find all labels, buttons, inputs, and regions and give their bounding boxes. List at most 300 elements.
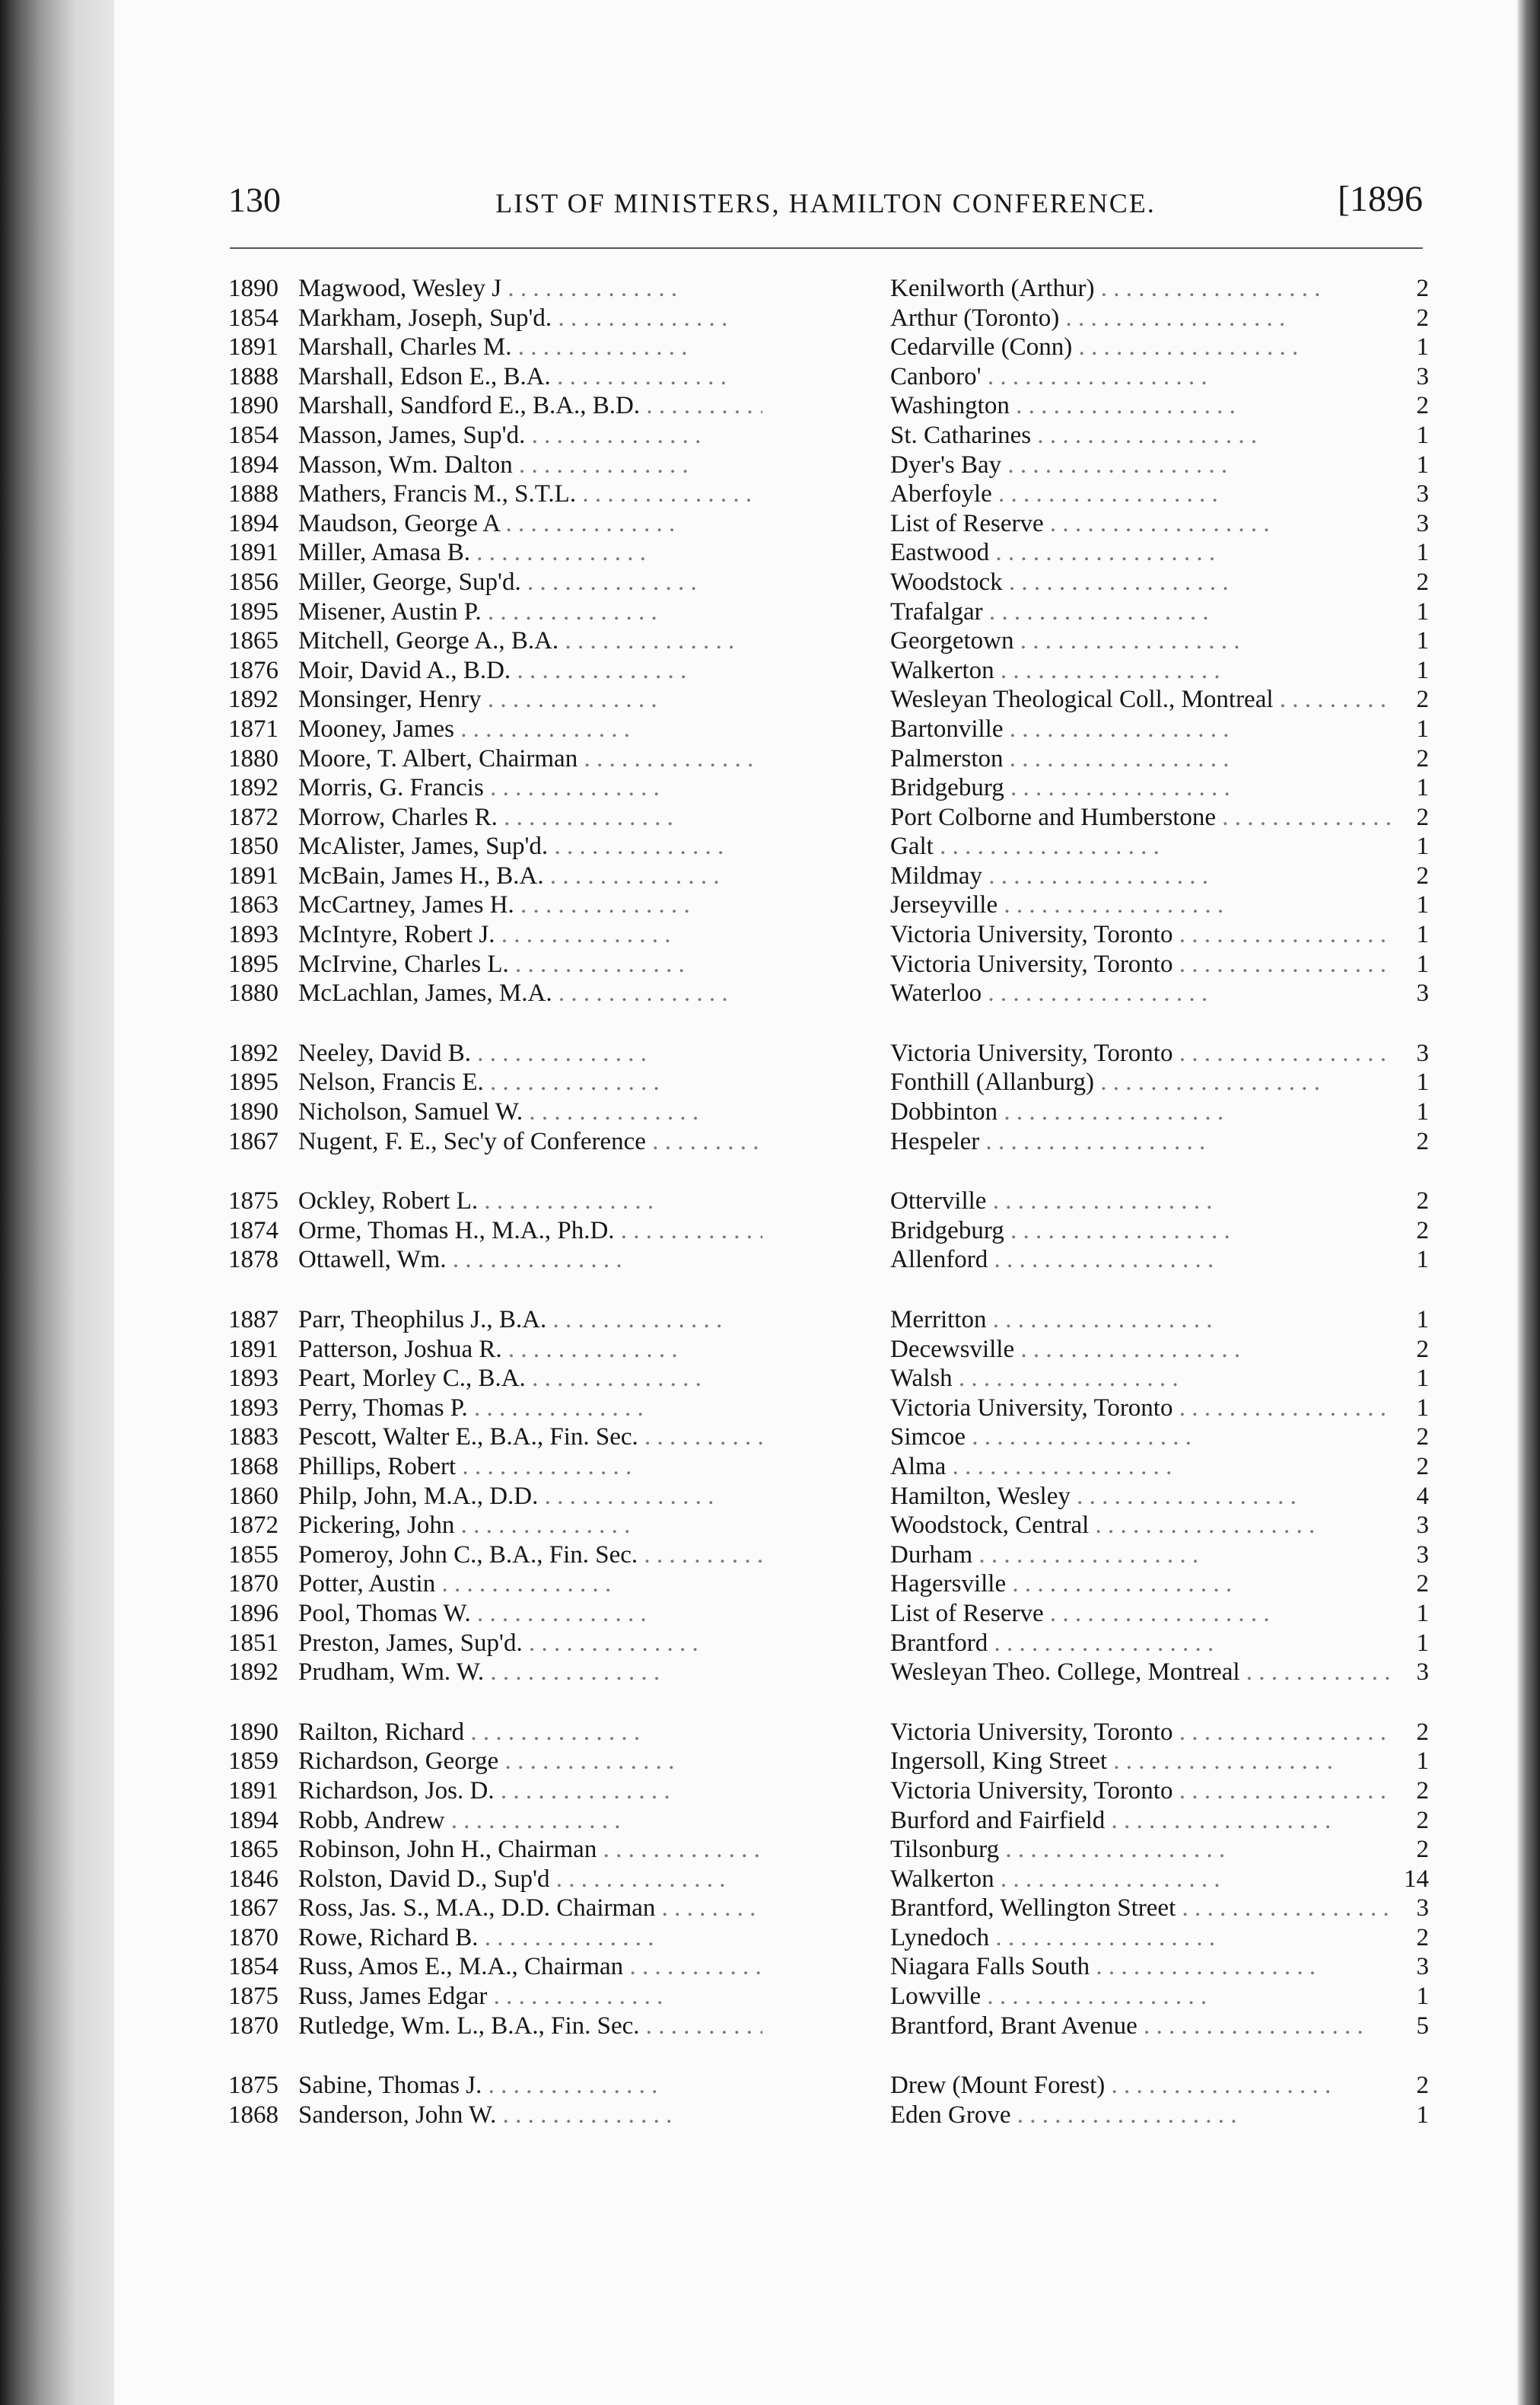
minister-name: Marshall, Sandford E., B.A., B.D. . .: [298, 391, 762, 420]
entry-year: 1875: [228, 1983, 278, 2011]
years-count: 1: [1416, 656, 1429, 684]
minister-row: [228, 1039, 1446, 1069]
entry-year: 1880: [228, 744, 278, 772]
entry-year: 1854: [228, 304, 278, 332]
minister-row: [228, 1394, 1446, 1423]
appointment: Mildmay . .: [890, 862, 1392, 890]
years-count: 2: [1416, 862, 1429, 890]
appointment: Ingersoll, King Street . .: [890, 1747, 1392, 1776]
minister-row: [228, 597, 1446, 627]
appointment: Lynedoch . .: [890, 1923, 1392, 1952]
minister-name: Markham, Joseph, Sup'd. . .: [298, 304, 762, 333]
entry-year: 1868: [228, 2101, 278, 2129]
minister-row: [228, 890, 1446, 920]
entry-year: 1868: [228, 1452, 278, 1480]
page-edge: [1517, 0, 1540, 2405]
appointment: Walkerton . .: [890, 1865, 1392, 1894]
entry-year: 1875: [228, 2072, 278, 2100]
minister-name: Rowe, Richard B. . .: [298, 1923, 762, 1952]
minister-row: [228, 1658, 1446, 1687]
appointment: Palmerston . .: [890, 744, 1392, 773]
ministers-list: [228, 274, 1446, 2129]
minister-row: [228, 333, 1446, 362]
years-count: 1: [1416, 627, 1429, 655]
appointment: Walsh . .: [890, 1364, 1392, 1393]
minister-row: [228, 1127, 1446, 1157]
minister-name: Magwood, Wesley J . .: [298, 274, 762, 303]
years-count: 3: [1416, 1658, 1429, 1687]
minister-row: [228, 1982, 1446, 2012]
minister-name: Masson, Wm. Dalton . .: [298, 451, 762, 479]
appointment: Hamilton, Wesley . .: [890, 1482, 1392, 1511]
minister-name: Orme, Thomas H., M.A., Ph.D. . .: [298, 1216, 762, 1245]
appointment: Fonthill (Allanburg) . .: [890, 1068, 1392, 1097]
years-count: 2: [1416, 2072, 1429, 2100]
minister-row: [228, 362, 1446, 392]
years-count: 1: [1416, 1098, 1429, 1126]
minister-name: Ross, Jas. S., M.A., D.D. Chairman . .: [298, 1894, 762, 1922]
appointment: Brantford, Brant Avenue . .: [890, 2012, 1392, 2040]
minister-row: [228, 1923, 1446, 1953]
years-count: 3: [1416, 1953, 1429, 1981]
minister-row: [228, 1952, 1446, 1982]
entry-year: 1860: [228, 1482, 278, 1510]
minister-name: McLachlan, James, M.A. . .: [298, 979, 762, 1008]
years-count: 1: [1416, 1306, 1429, 1333]
appointment: Walkerton . .: [890, 656, 1392, 685]
minister-name: Ottawell, Wm. . .: [298, 1245, 762, 1274]
minister-name: Morrow, Charles R. . .: [298, 803, 762, 832]
entry-year: 1888: [228, 362, 278, 390]
minister-name: Preston, James, Sup'd. . .: [298, 1629, 762, 1658]
years-count: 14: [1404, 1865, 1429, 1893]
years-count: 3: [1416, 1511, 1429, 1540]
years-count: 2: [1416, 1718, 1429, 1746]
minister-row: [228, 920, 1446, 950]
minister-row: [228, 274, 1446, 304]
minister-row: [228, 1540, 1446, 1570]
years-count: 1: [1416, 539, 1429, 567]
page-header: [228, 172, 1423, 225]
minister-name: Monsinger, Henry . .: [298, 685, 762, 714]
years-count: 1: [1416, 715, 1429, 743]
minister-name: Moir, David A., B.D. . .: [298, 656, 762, 685]
appointment: Allenford . .: [890, 1245, 1392, 1274]
minister-name: Pescott, Walter E., B.A., Fin. Sec. . .: [298, 1422, 762, 1451]
minister-row: [228, 803, 1446, 833]
minister-name: Marshall, Charles M. . .: [298, 333, 762, 362]
years-count: 1: [1416, 333, 1429, 362]
appointment: Niagara Falls South . .: [890, 1952, 1392, 1981]
years-count: 2: [1416, 1806, 1429, 1834]
minister-row: [228, 1569, 1446, 1599]
years-count: 1: [1416, 1629, 1429, 1657]
entry-year: 1870: [228, 1570, 278, 1598]
minister-row: [228, 626, 1446, 656]
years-count: 3: [1416, 509, 1429, 537]
years-count: 1: [1416, 774, 1429, 802]
minister-name: Nelson, Francis E. . .: [298, 1068, 762, 1097]
minister-row: [228, 1806, 1446, 1836]
minister-name: Masson, James, Sup'd. . .: [298, 421, 762, 450]
appointment: Durham . .: [890, 1540, 1392, 1569]
minister-name: Moore, T. Albert, Chairman . .: [298, 744, 762, 773]
years-count: 2: [1416, 1452, 1429, 1480]
appointment: St. Catharines . .: [890, 421, 1392, 450]
entry-year: 1894: [228, 509, 278, 537]
minister-row: [228, 509, 1446, 539]
minister-row: [228, 538, 1446, 568]
years-count: 3: [1416, 1894, 1429, 1922]
appointment: List of Reserve . .: [890, 509, 1392, 538]
years-count: 4: [1416, 1482, 1429, 1510]
years-count: 1: [1416, 1599, 1429, 1627]
section-gap: [228, 2040, 1446, 2071]
appointment: Otterville . .: [890, 1187, 1392, 1215]
minister-name: Marshall, Edson E., B.A. . .: [298, 362, 762, 391]
entry-year: 1874: [228, 1216, 278, 1244]
years-count: 3: [1416, 480, 1429, 508]
entry-year: 1850: [228, 833, 278, 861]
appointment: Cedarville (Conn) . .: [890, 333, 1392, 362]
minister-row: [228, 1599, 1446, 1629]
entry-year: 1876: [228, 656, 278, 684]
years-count: 2: [1416, 1776, 1429, 1805]
minister-name: Mooney, James . .: [298, 715, 762, 744]
minister-name: McIntyre, Robert J. . .: [298, 920, 762, 949]
years-count: 2: [1416, 568, 1429, 596]
entry-year: 1851: [228, 1629, 278, 1657]
appointment: Brantford, Wellington Street . .: [890, 1894, 1392, 1922]
appointment: Trafalgar . .: [890, 597, 1392, 626]
appointment: Hespeler . .: [890, 1127, 1392, 1156]
minister-name: McAlister, James, Sup'd. . .: [298, 832, 762, 861]
entry-year: 1888: [228, 480, 278, 508]
minister-row: [228, 1776, 1446, 1806]
minister-row: [228, 1068, 1446, 1097]
appointment: Port Colborne and Humberstone . .: [890, 803, 1392, 832]
entry-year: 1891: [228, 333, 278, 362]
minister-row: [228, 950, 1446, 980]
page-number: 130: [228, 180, 281, 219]
entry-year: 1895: [228, 597, 278, 626]
appointment: Victoria University, Toronto . .: [890, 1776, 1392, 1805]
appointment: Bartonville . .: [890, 715, 1392, 744]
minister-name: Potter, Austin . .: [298, 1569, 762, 1598]
appointment: Bridgeburg . .: [890, 773, 1392, 802]
section-gap: [228, 1008, 1446, 1039]
entry-year: 1890: [228, 275, 278, 302]
entry-year: 1870: [228, 2012, 278, 2040]
appointment: Aberfoyle . .: [890, 479, 1392, 508]
years-count: 5: [1416, 2012, 1429, 2040]
minister-row: [228, 1747, 1446, 1776]
entry-year: 1892: [228, 1039, 278, 1067]
minister-row: [228, 479, 1446, 509]
page-title: LIST OF MINISTERS, HAMILTON CONFERENCE.: [495, 188, 1156, 218]
entry-year: 1863: [228, 891, 278, 919]
minister-row: [228, 1305, 1446, 1335]
minister-name: Neeley, David B. . .: [298, 1039, 762, 1068]
entry-year: 1892: [228, 774, 278, 802]
minister-row: [228, 1216, 1446, 1246]
minister-name: Robb, Andrew . .: [298, 1806, 762, 1835]
minister-row: [228, 451, 1446, 480]
appointment: Wesleyan Theological Coll., Montreal . .: [890, 685, 1392, 714]
minister-row: [228, 1364, 1446, 1394]
minister-name: Philp, John, M.A., D.D. . .: [298, 1482, 762, 1511]
years-count: 1: [1416, 833, 1429, 861]
entry-year: 1893: [228, 921, 278, 949]
years-count: 3: [1416, 1540, 1429, 1569]
appointment: List of Reserve . .: [890, 1599, 1392, 1628]
entry-year: 1872: [228, 1511, 278, 1540]
appointment: Victoria University, Toronto . .: [890, 920, 1392, 949]
minister-name: Misener, Austin P. . .: [298, 597, 762, 626]
minister-row: [228, 1629, 1446, 1658]
appointment: Decewsville . .: [890, 1335, 1392, 1364]
appointment: Brantford . .: [890, 1629, 1392, 1658]
minister-row: [228, 568, 1446, 597]
years-count: 3: [1416, 362, 1429, 390]
years-count: 1: [1416, 921, 1429, 949]
minister-row: [228, 1422, 1446, 1452]
minister-name: McBain, James H., B.A. . .: [298, 862, 762, 890]
entry-year: 1865: [228, 1836, 278, 1864]
minister-row: [228, 304, 1446, 333]
minister-name: Parr, Theophilus J., B.A. . .: [298, 1305, 762, 1334]
minister-name: Nicholson, Samuel W. . .: [298, 1097, 762, 1126]
minister-row: [228, 862, 1446, 891]
minister-row: [228, 656, 1446, 686]
years-count: 2: [1416, 1216, 1429, 1244]
minister-name: Russ, Amos E., M.A., Chairman . .: [298, 1952, 762, 1981]
entry-year: 1867: [228, 1127, 278, 1155]
minister-row: [228, 2101, 1446, 2130]
appointment: Canboro' . .: [890, 362, 1392, 391]
entry-year: 1878: [228, 1246, 278, 1274]
minister-name: Russ, James Edgar . .: [298, 1982, 762, 2011]
entry-year: 1891: [228, 862, 278, 890]
years-count: 3: [1416, 980, 1429, 1008]
years-count: 1: [1416, 1069, 1429, 1097]
appointment: Washington . .: [890, 391, 1392, 420]
entry-year: 1892: [228, 1658, 278, 1687]
appointment: Woodstock, Central . .: [890, 1511, 1392, 1540]
minister-name: Nugent, F. E., Sec'y of Conference . .: [298, 1127, 762, 1156]
minister-name: Perry, Thomas P. . .: [298, 1394, 762, 1422]
appointment: Georgetown . .: [890, 626, 1392, 655]
years-count: 1: [1416, 451, 1429, 479]
minister-name: Rutledge, Wm. L., B.A., Fin. Sec. . .: [298, 2012, 762, 2040]
years-count: 1: [1416, 2101, 1429, 2129]
minister-name: Rolston, David D., Sup'd . .: [298, 1865, 762, 1894]
minister-name: Miller, Amasa B. . .: [298, 538, 762, 567]
years-count: 1: [1416, 1246, 1429, 1274]
minister-row: [228, 1894, 1446, 1923]
minister-name: Sabine, Thomas J. . .: [298, 2071, 762, 2100]
minister-name: Maudson, George A . .: [298, 509, 762, 538]
appointment: Victoria University, Toronto . .: [890, 1394, 1392, 1422]
appointment: Dyer's Bay . .: [890, 451, 1392, 479]
appointment: Eastwood . .: [890, 538, 1392, 567]
entry-year: 1875: [228, 1187, 278, 1215]
minister-row: [228, 685, 1446, 715]
years-count: 2: [1416, 1423, 1429, 1451]
minister-name: Robinson, John H., Chairman . .: [298, 1835, 762, 1864]
appointment: Galt . .: [890, 832, 1392, 861]
years-count: 2: [1416, 392, 1429, 420]
minister-name: Miller, George, Sup'd. . .: [298, 568, 762, 597]
years-count: 2: [1416, 1570, 1429, 1598]
entry-year: 1893: [228, 1365, 278, 1393]
appointment: Eden Grove . .: [890, 2101, 1392, 2129]
minister-row: [228, 1452, 1446, 1482]
minister-row: [228, 421, 1446, 451]
entry-year: 1870: [228, 1923, 278, 1951]
entry-year: 1887: [228, 1306, 278, 1333]
appointment: Victoria University, Toronto . .: [890, 1039, 1392, 1068]
appointment: Hagersville . .: [890, 1569, 1392, 1598]
minister-row: [228, 391, 1446, 421]
minister-row: [228, 1511, 1446, 1540]
entry-year: 1871: [228, 715, 278, 743]
minister-row: [228, 1718, 1446, 1747]
minister-name: Pickering, John . .: [298, 1511, 762, 1540]
minister-name: Ockley, Robert L. . .: [298, 1187, 762, 1215]
appointment: Victoria University, Toronto . .: [890, 1718, 1392, 1747]
minister-name: Phillips, Robert . .: [298, 1452, 762, 1481]
years-count: 2: [1416, 1335, 1429, 1363]
entry-year: 1891: [228, 1335, 278, 1363]
minister-row: [228, 1865, 1446, 1894]
entry-year: 1846: [228, 1865, 278, 1893]
minister-row: [228, 979, 1446, 1008]
entry-year: 1890: [228, 1098, 278, 1126]
appointment: Jerseyville . .: [890, 890, 1392, 919]
minister-name: Morris, G. Francis . .: [298, 773, 762, 802]
minister-row: [228, 1835, 1446, 1865]
minister-name: Pool, Thomas W. . .: [298, 1599, 762, 1628]
minister-name: Richardson, George . .: [298, 1747, 762, 1776]
minister-row: [228, 773, 1446, 803]
years-count: 2: [1416, 803, 1429, 831]
years-count: 2: [1416, 1923, 1429, 1951]
years-count: 2: [1416, 304, 1429, 332]
minister-row: [228, 832, 1446, 862]
entry-year: 1892: [228, 686, 278, 714]
years-count: 2: [1416, 275, 1429, 302]
appointment: Merritton . .: [890, 1305, 1392, 1334]
years-count: 2: [1416, 1127, 1429, 1155]
years-count: 1: [1416, 1365, 1429, 1393]
minister-row: [228, 2071, 1446, 2101]
years-count: 2: [1416, 686, 1429, 714]
entry-year: 1894: [228, 1806, 278, 1834]
entry-year: 1856: [228, 568, 278, 596]
page-year: [1896: [1338, 179, 1423, 219]
minister-name: McCartney, James H. . .: [298, 890, 762, 919]
entry-year: 1867: [228, 1894, 278, 1922]
appointment: Simcoe . .: [890, 1422, 1392, 1451]
years-count: 3: [1416, 1039, 1429, 1067]
section-gap: [228, 1156, 1446, 1187]
entry-year: 1854: [228, 1953, 278, 1981]
minister-row: [228, 1097, 1446, 1127]
entry-year: 1890: [228, 1718, 278, 1746]
appointment: Bridgeburg . .: [890, 1216, 1392, 1245]
years-count: 1: [1416, 421, 1429, 449]
years-count: 1: [1416, 1394, 1429, 1422]
years-count: 2: [1416, 1187, 1429, 1215]
appointment: Lowville . .: [890, 1982, 1392, 2011]
entry-year: 1855: [228, 1540, 278, 1569]
minister-name: Railton, Richard . .: [298, 1718, 762, 1747]
appointment: Kenilworth (Arthur) . .: [890, 274, 1392, 303]
appointment: Waterloo . .: [890, 979, 1392, 1008]
appointment: Wesleyan Theo. College, Montreal . .: [890, 1658, 1392, 1687]
years-count: 2: [1416, 744, 1429, 772]
entry-year: 1894: [228, 451, 278, 479]
years-count: 1: [1416, 597, 1429, 626]
minister-row: [228, 1187, 1446, 1216]
entry-year: 1859: [228, 1747, 278, 1776]
appointment: Alma . .: [890, 1452, 1392, 1481]
minister-row: [228, 715, 1446, 744]
entry-year: 1895: [228, 950, 278, 978]
entry-year: 1872: [228, 803, 278, 831]
minister-row: [228, 1245, 1446, 1275]
appointment: Tilsonburg . .: [890, 1835, 1392, 1864]
section-gap: [228, 1687, 1446, 1718]
appointment: Victoria University, Toronto . .: [890, 950, 1392, 979]
entry-year: 1880: [228, 980, 278, 1008]
entry-year: 1865: [228, 627, 278, 655]
minister-row: [228, 744, 1446, 774]
entry-year: 1891: [228, 539, 278, 567]
minister-name: Mitchell, George A., B.A. . .: [298, 626, 762, 655]
minister-name: Patterson, Joshua R. . .: [298, 1335, 762, 1364]
appointment: Drew (Mount Forest) . .: [890, 2071, 1392, 2100]
years-count: 1: [1416, 1983, 1429, 2011]
minister-name: Richardson, Jos. D. . .: [298, 1776, 762, 1805]
appointment: Dobbinton . .: [890, 1097, 1392, 1126]
minister-name: Prudham, Wm. W. . .: [298, 1658, 762, 1687]
years-count: 1: [1416, 891, 1429, 919]
section-gap: [228, 1275, 1446, 1305]
years-count: 1: [1416, 1747, 1429, 1776]
appointment: Arthur (Toronto) . .: [890, 304, 1392, 333]
minister-name: Pomeroy, John C., B.A., Fin. Sec. . .: [298, 1540, 762, 1569]
appointment: Woodstock . .: [890, 568, 1392, 597]
years-count: 2: [1416, 1836, 1429, 1864]
appointment: Burford and Fairfield . .: [890, 1806, 1392, 1835]
minister-row: [228, 1335, 1446, 1365]
entry-year: 1891: [228, 1776, 278, 1805]
minister-row: [228, 2012, 1446, 2041]
minister-name: McIrvine, Charles L. . .: [298, 950, 762, 979]
entry-year: 1854: [228, 421, 278, 449]
entry-year: 1895: [228, 1069, 278, 1097]
minister-name: Peart, Morley C., B.A. . .: [298, 1364, 762, 1393]
entry-year: 1890: [228, 392, 278, 420]
minister-name: Mathers, Francis M., S.T.L. . .: [298, 479, 762, 508]
minister-row: [228, 1482, 1446, 1511]
entry-year: 1896: [228, 1599, 278, 1627]
entry-year: 1883: [228, 1423, 278, 1451]
minister-name: Sanderson, John W. . .: [298, 2101, 762, 2129]
years-count: 1: [1416, 950, 1429, 978]
